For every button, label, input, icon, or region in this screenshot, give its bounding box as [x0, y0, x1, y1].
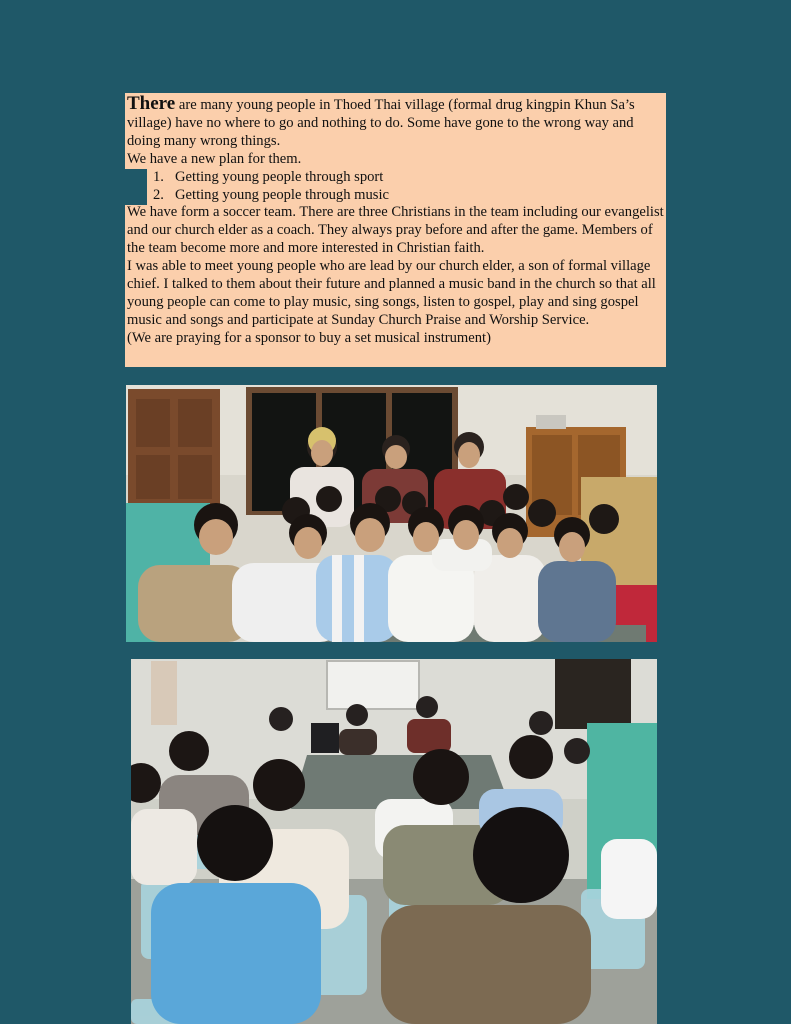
- intro-text: are many young people in Thoed Thai village (formal drug kingpin Khun Sa’s village) have no where to go and nothing to do. Some have gone to the wrong way and doing many wrong things.: [127, 97, 635, 149]
- article-text-box: [125, 93, 666, 367]
- youth-meeting-photo: [131, 659, 657, 1024]
- intro-paragraph: [127, 95, 664, 151]
- soccer-paragraph: We have form a soccer team. There are three Christians in the team including our evangelist and our church elder as a coach. They always pray before and after the game. Members of the team become more and more interested in Christian faith.: [127, 204, 664, 257]
- music-paragraph: I was able to meet young people who are lead by our church elder, a son of formal village chief. I talked to them about their future and planned a music band in the church so that all young people can come to play music, sing songs, listen to gospel, play and sing gospel music and songs and participate at Sunday Church Praise and Worship Service.: [127, 258, 656, 328]
- plan-list: [127, 169, 664, 205]
- plan-item: 1. Getting young people through sport: [153, 168, 384, 185]
- sponsor-note: (We are praying for a sponsor to buy a set musical instrument): [127, 329, 491, 346]
- soccer-team-group-photo: [126, 385, 657, 642]
- plan-item: 2. Getting young people through music: [153, 186, 390, 203]
- lead-word: There: [127, 93, 176, 114]
- plan-heading: We have a new plan for them.: [127, 150, 302, 167]
